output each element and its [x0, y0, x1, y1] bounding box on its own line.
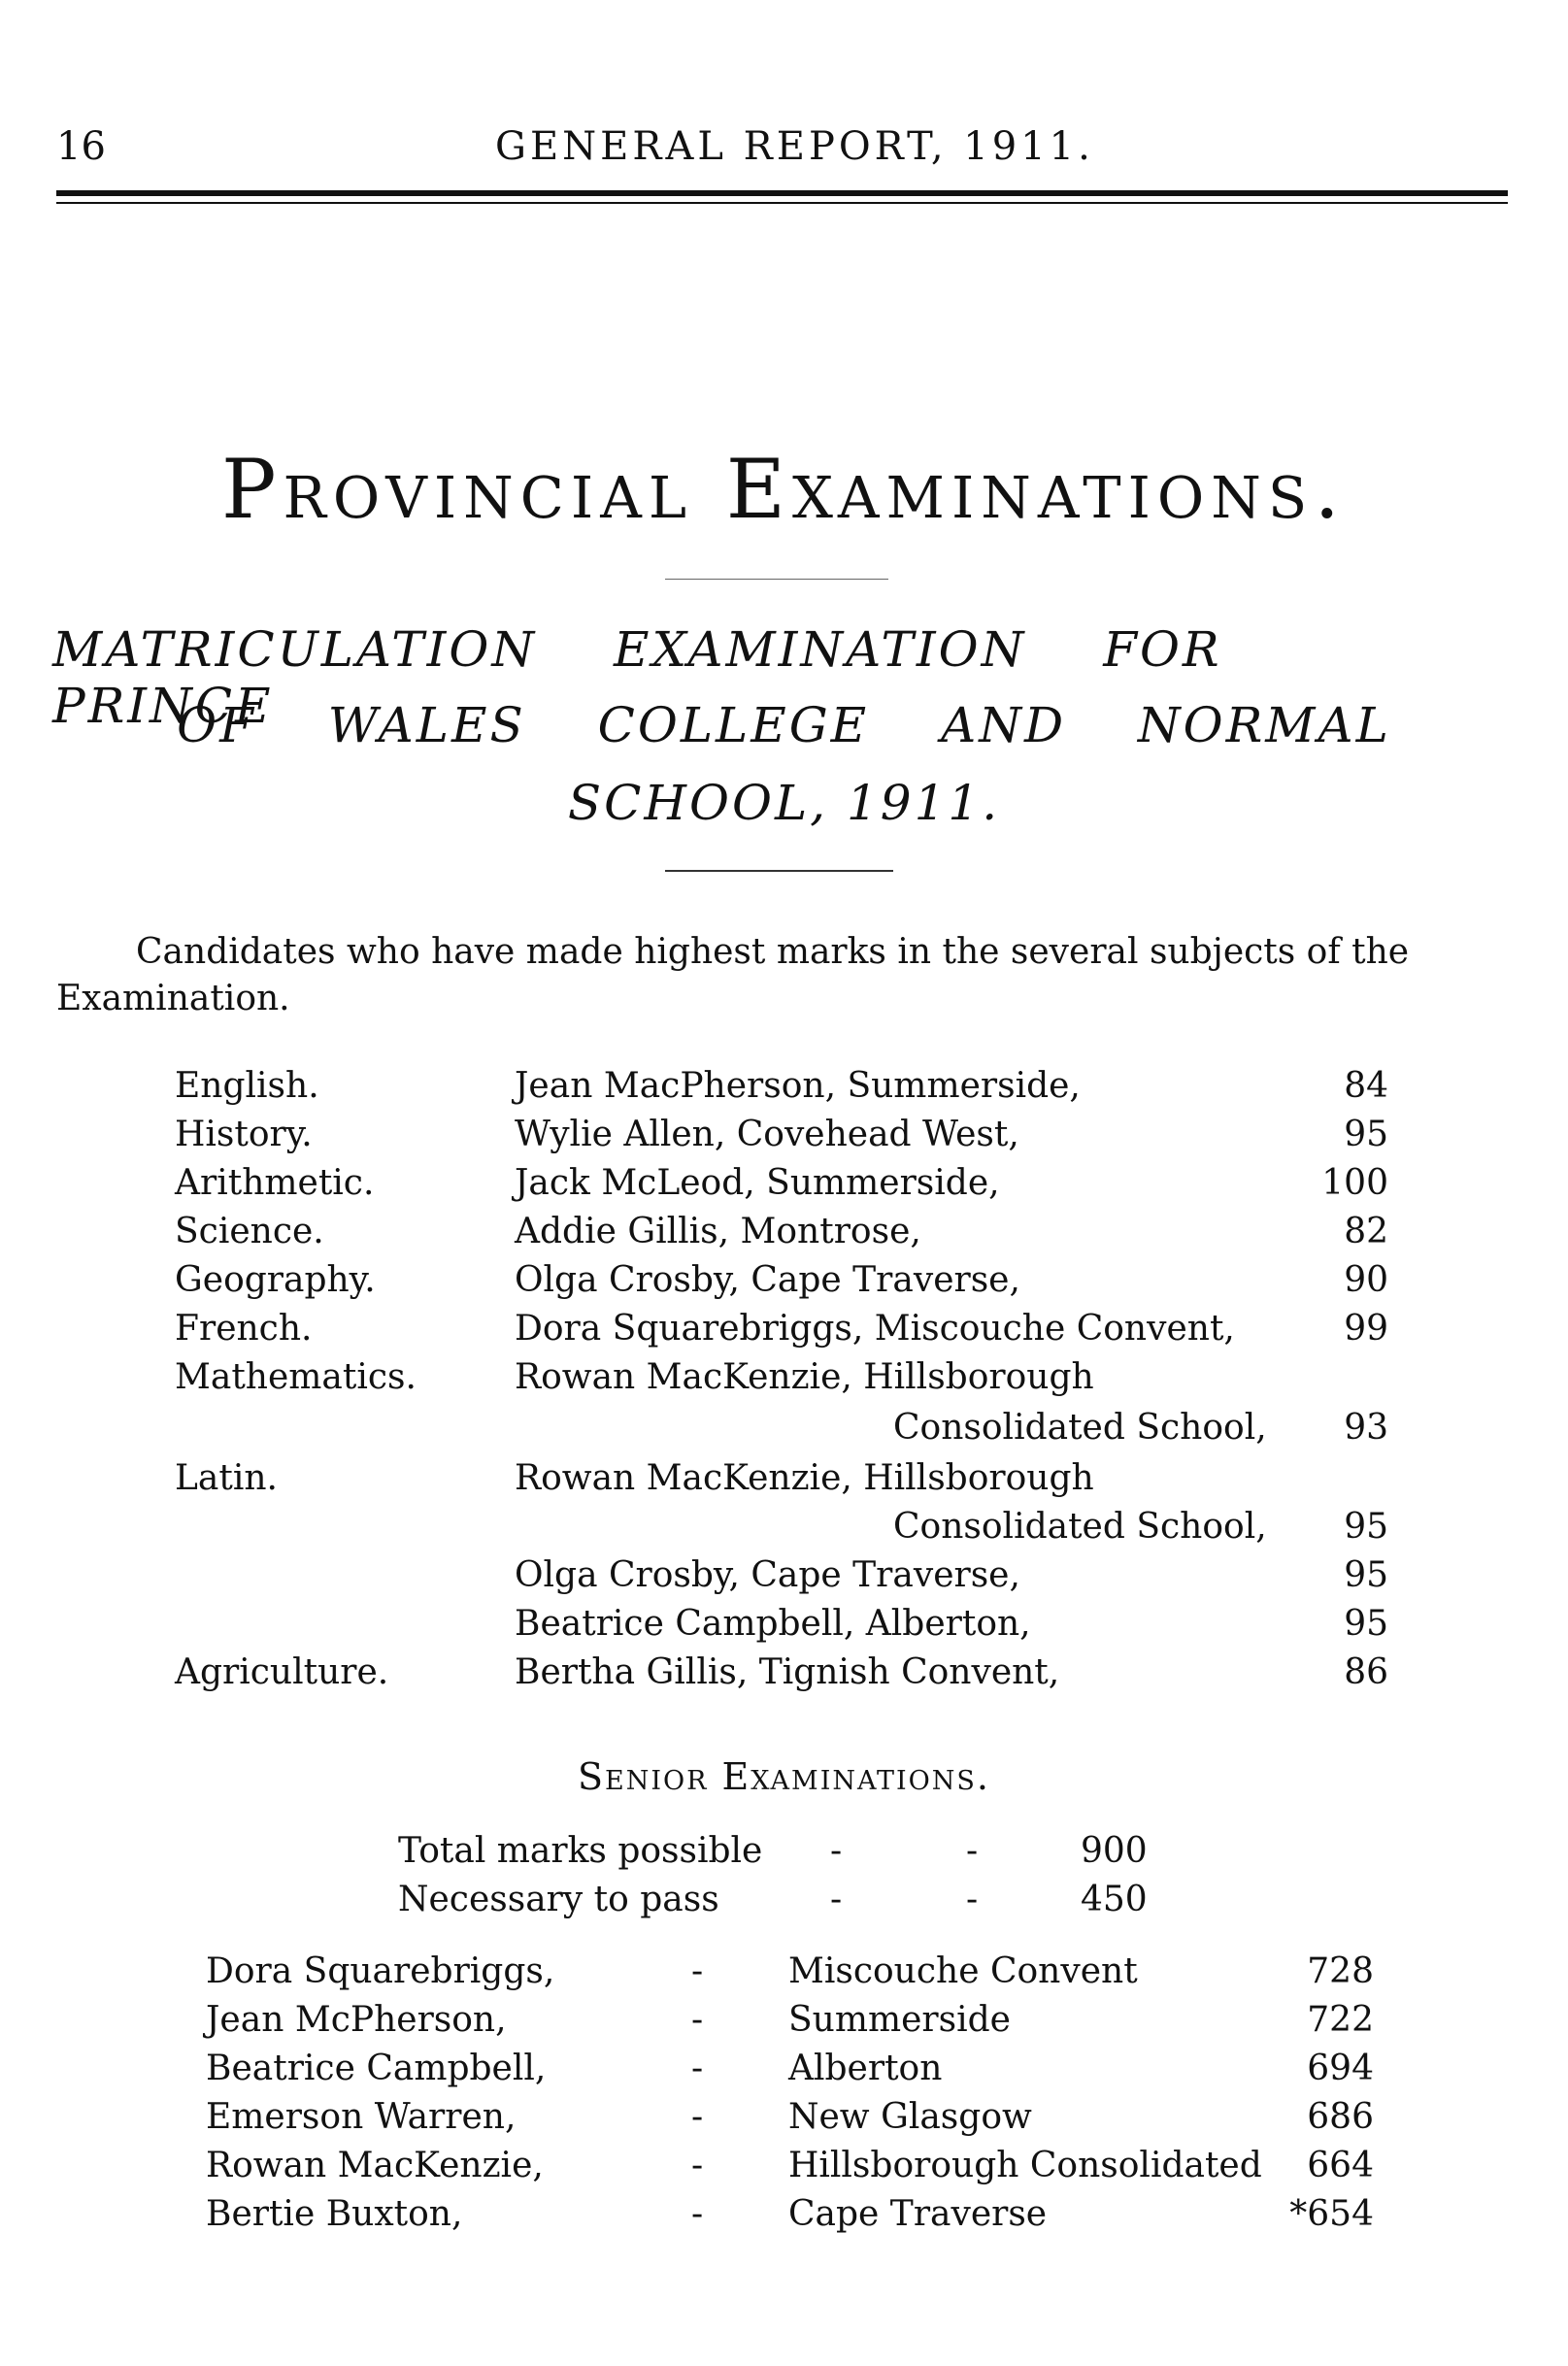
subtitle-line-3: SCHOOL, 1911. [567, 775, 1001, 831]
senior-section-title: Senior Examinations. [577, 1755, 991, 1798]
candidate-name: Rowan MacKenzie, [206, 2146, 544, 2185]
candidate: Wylie Allen, Covehead West, [515, 1115, 1019, 1154]
subject: Mathematics. [175, 1357, 417, 1397]
total-marks-label: Total marks possible [398, 1831, 763, 1871]
mark: 93 [1344, 1408, 1388, 1448]
mark: 95 [1344, 1507, 1388, 1547]
subtitle-line-2: OF WALES COLLEGE AND NORMAL [177, 697, 1391, 753]
mark: 82 [1344, 1212, 1388, 1251]
candidate-row [0, 2097, 1568, 2146]
dash: - [691, 2097, 704, 2137]
result-row [0, 1309, 1568, 1357]
candidate-mark: 694 [1307, 2049, 1374, 2088]
result-row [0, 1115, 1568, 1163]
page-header [56, 124, 1508, 183]
candidate: Bertha Gillis, Tignish Convent, [515, 1652, 1060, 1692]
mark: 95 [1344, 1115, 1388, 1154]
candidate-name: Jean McPherson, [206, 2000, 507, 2040]
subject: French. [175, 1309, 313, 1349]
mark: 95 [1344, 1555, 1388, 1595]
candidate: Jean MacPherson, Summerside, [515, 1066, 1081, 1106]
subject: Latin. [175, 1458, 278, 1498]
candidate-mark: 722 [1307, 2000, 1374, 2040]
result-row [0, 1604, 1568, 1652]
candidate-continuation: Consolidated School, [893, 1408, 1267, 1448]
candidate-row [0, 2146, 1568, 2194]
title-divider [665, 579, 888, 580]
candidate-name: Dora Squarebriggs, [206, 1951, 555, 1991]
dash: - [966, 1880, 979, 1919]
result-row [0, 1555, 1568, 1604]
candidate-school: Miscouche Convent [788, 1951, 1138, 1991]
candidate-row [0, 1951, 1568, 2000]
candidate: Addie Gillis, Montrose, [515, 1212, 921, 1251]
candidate-row [0, 2194, 1568, 2243]
header-rule-thin [56, 202, 1508, 204]
total-marks-row [0, 1831, 1568, 1880]
candidate-name: Bertie Buxton, [206, 2194, 463, 2234]
page-title: Provincial Examinations. [220, 442, 1348, 537]
mark: 100 [1321, 1163, 1388, 1203]
dash: - [691, 2000, 704, 2040]
candidate-mark: 686 [1307, 2097, 1374, 2137]
candidate: Jack McLeod, Summerside, [515, 1163, 1000, 1203]
pass-marks-value: 450 [1081, 1880, 1148, 1919]
candidate: Beatrice Campbell, Alberton, [515, 1604, 1031, 1644]
subject: English. [175, 1066, 319, 1106]
dash: - [691, 2049, 704, 2088]
result-row [0, 1408, 1568, 1456]
subtitle-divider [665, 870, 893, 872]
candidate-school: Alberton [788, 2049, 943, 2088]
mark: 86 [1344, 1652, 1388, 1692]
candidate-mark: 664 [1307, 2146, 1374, 2185]
mark: 99 [1344, 1309, 1388, 1349]
dash: - [691, 1951, 704, 1991]
candidate-continuation: Consolidated School, [893, 1507, 1267, 1547]
dash: - [966, 1831, 979, 1871]
subject: Agriculture. [175, 1652, 389, 1692]
candidate-mark: *654 [1289, 2194, 1374, 2234]
candidate: Rowan MacKenzie, Hillsborough [515, 1458, 1094, 1498]
result-row [0, 1163, 1568, 1212]
candidate: Olga Crosby, Cape Traverse, [515, 1260, 1020, 1300]
result-row [0, 1507, 1568, 1555]
result-row [0, 1652, 1568, 1701]
pass-marks-label: Necessary to pass [398, 1880, 719, 1919]
candidate: Rowan MacKenzie, Hillsborough [515, 1357, 1094, 1397]
intro-paragraph: Candidates who have made highest marks in the several subjects of the Examination. [56, 932, 1410, 1018]
result-row [0, 1212, 1568, 1260]
dash: - [830, 1880, 843, 1919]
mark: 84 [1344, 1066, 1388, 1106]
candidate-row [0, 2049, 1568, 2097]
candidate-school: New Glasgow [788, 2097, 1032, 2137]
candidate-name: Emerson Warren, [206, 2097, 517, 2137]
candidate-school: Summerside [788, 2000, 1011, 2040]
mark: 90 [1344, 1260, 1388, 1300]
result-row [0, 1458, 1568, 1507]
candidate-mark: 728 [1307, 1951, 1374, 1991]
candidate: Dora Squarebriggs, Miscouche Convent, [515, 1309, 1235, 1349]
result-row [0, 1357, 1568, 1406]
total-marks-value: 900 [1081, 1831, 1148, 1871]
subtitle-line-1: MATRICULATION EXAMINATION FOR PRINCE [52, 621, 1222, 734]
result-row [0, 1066, 1568, 1115]
subject: Science. [175, 1212, 324, 1251]
header-rule-thick [56, 190, 1508, 196]
subject: Geography. [175, 1260, 376, 1300]
dash: - [830, 1831, 843, 1871]
mark: 95 [1344, 1604, 1388, 1644]
subject: History. [175, 1115, 313, 1154]
dash: - [691, 2194, 704, 2234]
candidate: Olga Crosby, Cape Traverse, [515, 1555, 1020, 1595]
pass-marks-row [0, 1880, 1568, 1928]
subject: Arithmetic. [175, 1163, 375, 1203]
result-row [0, 1260, 1568, 1309]
page-number: 16 [56, 124, 106, 169]
candidate-school: Cape Traverse [788, 2194, 1048, 2234]
running-title: GENERAL REPORT, 1911. [495, 124, 1094, 169]
candidate-name: Beatrice Campbell, [206, 2049, 547, 2088]
candidate-school: Hillsborough Consolidated [788, 2146, 1262, 2185]
candidate-row [0, 2000, 1568, 2049]
dash: - [691, 2146, 704, 2185]
